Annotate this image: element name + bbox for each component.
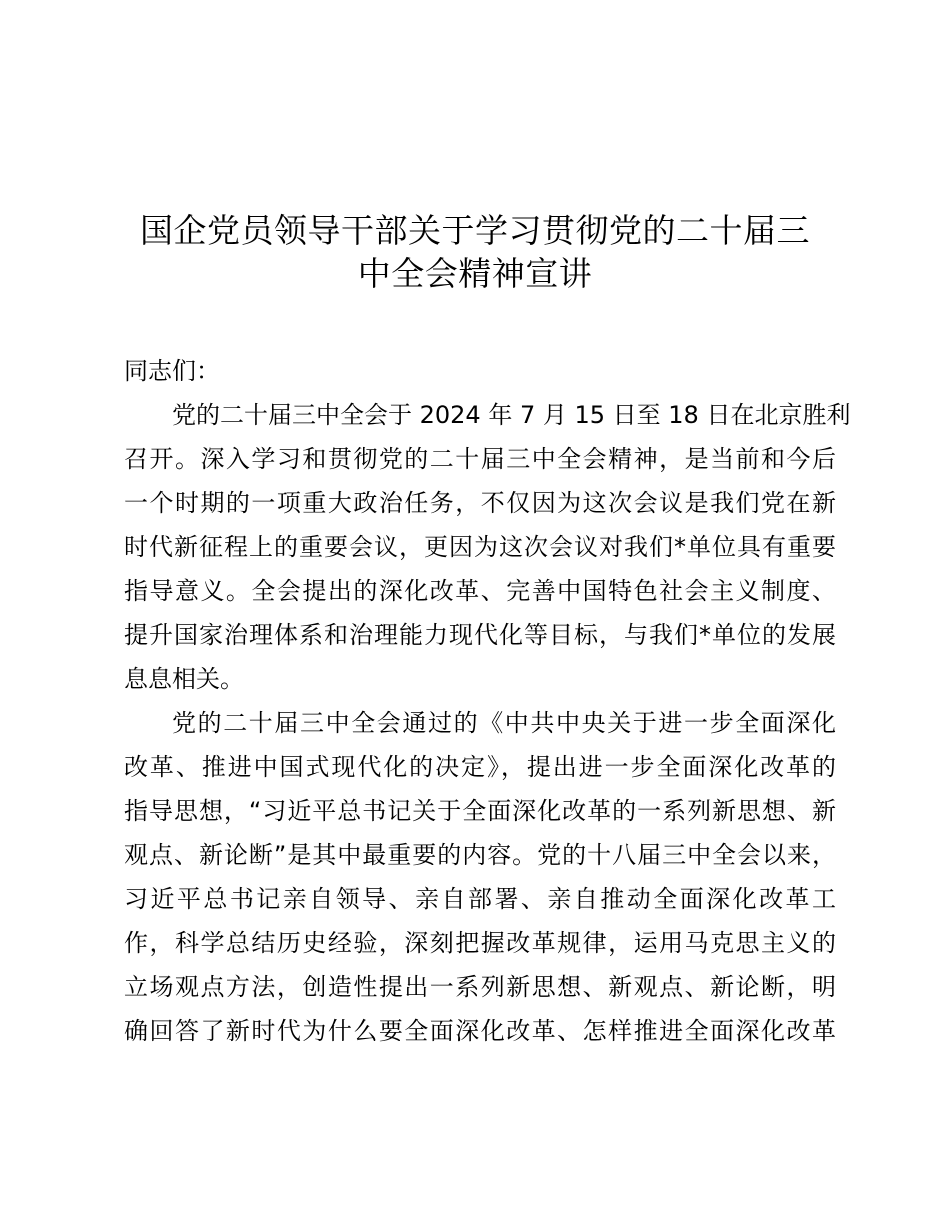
paragraph-1-line: 指导意义。全会提出的深化改革、完善中国特色社会主义制度、	[124, 577, 836, 605]
paragraph-1-line: 息息相关。	[124, 665, 244, 693]
paragraph-1-line: 时代新征程上的重要会议，更因为这次会议对我们*单位具有重要	[124, 533, 836, 561]
paragraph-1-line: 党的二十届三中全会于 2024 年 7 月 15 日至 18 日在北京胜利	[172, 401, 851, 429]
document-body	[124, 349, 851, 1053]
document-title-line-1: 国企党员领导干部关于学习贯彻党的二十届三	[140, 211, 810, 250]
paragraph-2-line: 立场观点方法，创造性提出一系列新思想、新观点、新论断，明	[124, 973, 836, 1001]
paragraph-2-line: 观点、新论断”是其中最重要的内容。党的十八届三中全会以来，	[124, 841, 836, 869]
paragraph-2-line: 指导思想，“习近平总书记关于全面深化改革的一系列新思想、新	[124, 797, 836, 825]
paragraph-1-line: 提升国家治理体系和治理能力现代化等目标，与我们*单位的发展	[124, 621, 836, 649]
paragraph-1-line: 召开。深入学习和贯彻党的二十届三中全会精神，是当前和今后	[124, 445, 836, 473]
paragraph-1-line: 一个时期的一项重大政治任务，不仅因为这次会议是我们党在新	[124, 489, 836, 517]
paragraph-2-line: 党的二十届三中全会通过的《中共中央关于进一步全面深化	[172, 709, 836, 737]
document-title-line-2: 中全会精神宣讲	[357, 254, 593, 293]
paragraph-2-line: 作，科学总结历史经验，深刻把握改革规律，运用马克思主义的	[124, 929, 836, 957]
salutation: 同志们：	[124, 357, 220, 385]
paragraph-2-line: 改革、推进中国式现代化的决定》，提出进一步全面深化改革的	[124, 753, 836, 781]
paragraph-2-line: 习近平总书记亲自领导、亲自部署、亲自推动全面深化改革工	[124, 885, 836, 913]
paragraph-2-line: 确回答了新时代为什么要全面深化改革、怎样推进全面深化改革	[124, 1017, 836, 1045]
